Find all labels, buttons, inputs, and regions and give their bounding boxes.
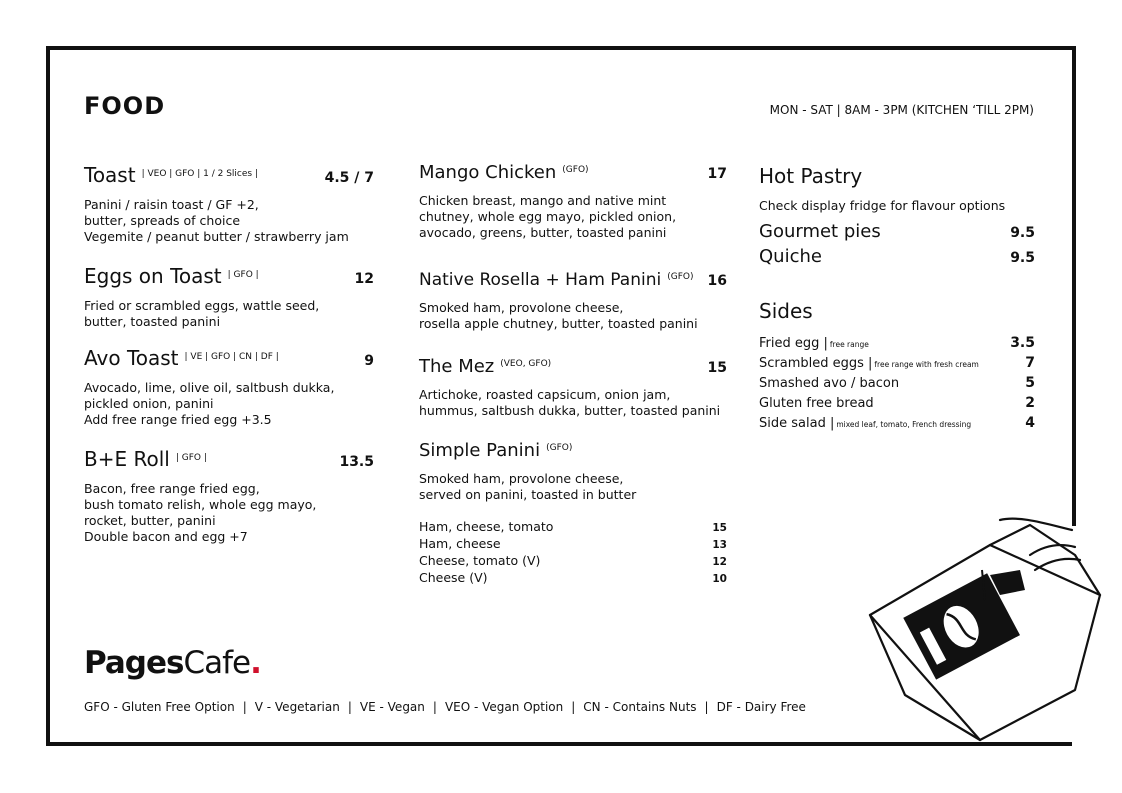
logo-light: Cafe [183,645,251,681]
side-price: 2 [1025,395,1035,411]
side-name: Scrambled eggs | [759,356,873,371]
side-item [759,375,1035,395]
legend-separator: | [347,700,352,714]
desc-line: pickled onion, panini [84,396,214,411]
panini-option [419,553,727,570]
item-description [84,380,374,428]
side-name: Smashed avo / bacon [759,376,900,391]
pastry-item [759,246,1035,267]
desc-line: butter, spreads of choice [84,213,241,228]
side-item [759,355,1035,375]
item-price: 16 [707,273,727,289]
pastry-name: Gourmet pies [759,221,881,242]
item-name: Avo Toast [84,346,179,370]
pastry-item [759,221,1035,242]
legend-separator: | [242,700,247,714]
item-name: Simple Panini [419,440,541,461]
desc-line: served on panini, toasted in butter [419,487,637,502]
pastry-price: 9.5 [1010,225,1035,241]
desc-line: Double bacon and egg +7 [84,529,248,544]
item-description [419,300,727,332]
legend-item: VE - Vegan [359,700,425,714]
option-label: Cheese (V) [419,570,488,585]
side-name: Fried egg | [759,336,828,351]
item-price: 9 [364,353,374,369]
item-tags: | GFO | [227,269,259,280]
panini-option [419,570,727,587]
item-tags: | VE | GFO | CN | DF | [184,351,279,362]
menu-item-the-mez [419,356,727,419]
item-tags: (GFO) [546,442,573,453]
desc-line: Smoked ham, provolone cheese, [419,471,624,486]
menu-item-be-roll [84,447,374,545]
legend-item: CN - Contains Nuts [583,700,697,714]
side-item [759,415,1035,435]
desc-line: rocket, butter, panini [84,513,216,528]
item-tags: (GFO) [562,164,589,175]
legend-item: GFO - Gluten Free Option [84,700,235,714]
pastry-name: Quiche [759,246,822,267]
legend-separator: | [432,700,437,714]
item-name: Toast [84,163,136,187]
item-description [84,298,374,330]
legend-separator: | [571,700,576,714]
panini-options [419,519,727,587]
side-note: free range with fresh cream [874,360,979,369]
section-hot-pastry [759,164,1035,267]
item-name: Native Rosella + Ham Panini [419,270,662,290]
option-label: Ham, cheese, tomato [419,519,554,534]
option-label: Ham, cheese [419,536,501,551]
panini-option [419,536,727,553]
logo-bold: Pages [84,645,184,681]
option-price: 15 [712,522,727,534]
side-price: 5 [1025,375,1035,391]
option-price: 12 [712,556,727,568]
side-note: free range [829,340,869,349]
item-price: 4.5 / 7 [324,170,374,186]
side-item [759,335,1035,355]
opening-hours: MON - SAT | 8AM - 3PM (KITCHEN ‘TILL 2PM) [769,103,1034,117]
desc-line: butter, toasted panini [84,314,221,329]
desc-line: Smoked ham, provolone cheese, [419,300,624,315]
item-description [419,193,727,241]
option-price: 10 [712,573,727,585]
side-note: mixed leaf, tomato, French dressing [836,420,972,429]
page-title: FOOD [84,92,166,120]
desc-line: Avocado, lime, olive oil, saltbush dukka, [84,380,335,395]
legend-item: V - Vegetarian [254,700,340,714]
desc-line: Fried or scrambled eggs, wattle seed, [84,298,320,313]
item-name: The Mez [419,356,495,377]
side-name: Side salad | [759,416,835,431]
item-description [419,387,727,419]
panini-option [419,519,727,536]
legend-separator: | [704,700,709,714]
menu-frame-right-edge [1072,46,1076,526]
coffee-bag-in-hand-icon [860,515,1110,745]
desc-line: Panini / raisin toast / GF +2, [84,197,259,212]
item-tags: (VEO, GFO) [500,358,552,369]
side-item [759,395,1035,415]
desc-line: bush tomato relish, whole egg mayo, [84,497,317,512]
side-price: 7 [1025,355,1035,371]
desc-line: Bacon, free range fried egg, [84,481,260,496]
menu-item-eggs-on-toast [84,264,374,330]
pastry-price: 9.5 [1010,250,1035,266]
side-name: Gluten free bread [759,396,874,411]
section-title: Sides [759,299,813,323]
menu-item-mango-chicken [419,162,727,241]
desc-line: Chicken breast, mango and native mint [419,193,667,208]
desc-line: Artichoke, roasted capsicum, onion jam, [419,387,671,402]
desc-line: rosella apple chutney, butter, toasted panini [419,316,698,331]
desc-line: Vegemite / peanut butter / strawberry jam [84,229,349,244]
item-tags: | GFO | [175,452,207,463]
item-description [84,197,374,245]
desc-line: hummus, saltbush dukka, butter, toasted panini [419,403,721,418]
side-price: 3.5 [1010,335,1035,351]
item-name: Mango Chicken [419,162,557,183]
item-tags: (GFO) [667,271,694,282]
item-price: 12 [354,271,374,287]
menu-item-toast [84,163,374,245]
item-tags: | VEO | GFO | 1 / 2 Slices | [141,168,258,179]
section-note: Check display fridge for flavour options [759,198,1006,213]
desc-line: chutney, whole egg mayo, pickled onion, [419,209,677,224]
item-price: 13.5 [339,454,374,470]
item-name: Eggs on Toast [84,264,222,288]
menu-item-simple-panini [419,440,727,587]
section-title: Hot Pastry [759,164,863,188]
section-sides [759,299,1035,435]
side-price: 4 [1025,415,1035,431]
legend-item: DF - Dairy Free [716,700,806,714]
item-price: 15 [707,360,727,376]
option-label: Cheese, tomato (V) [419,553,541,568]
legend-item: VEO - Vegan Option [444,700,564,714]
menu-item-avo-toast [84,346,374,428]
item-description [84,481,374,545]
menu-item-native-rosella-ham-panini [419,270,727,332]
cafe-logo [84,645,261,681]
item-price: 17 [707,166,727,182]
logo-dot: . [250,645,261,681]
dietary-legend [84,700,806,714]
item-name: B+E Roll [84,447,170,471]
desc-line: Add free range fried egg +3.5 [84,412,272,427]
desc-line: avocado, greens, butter, toasted panini [419,225,667,240]
item-description [419,471,727,503]
option-price: 13 [712,539,727,551]
